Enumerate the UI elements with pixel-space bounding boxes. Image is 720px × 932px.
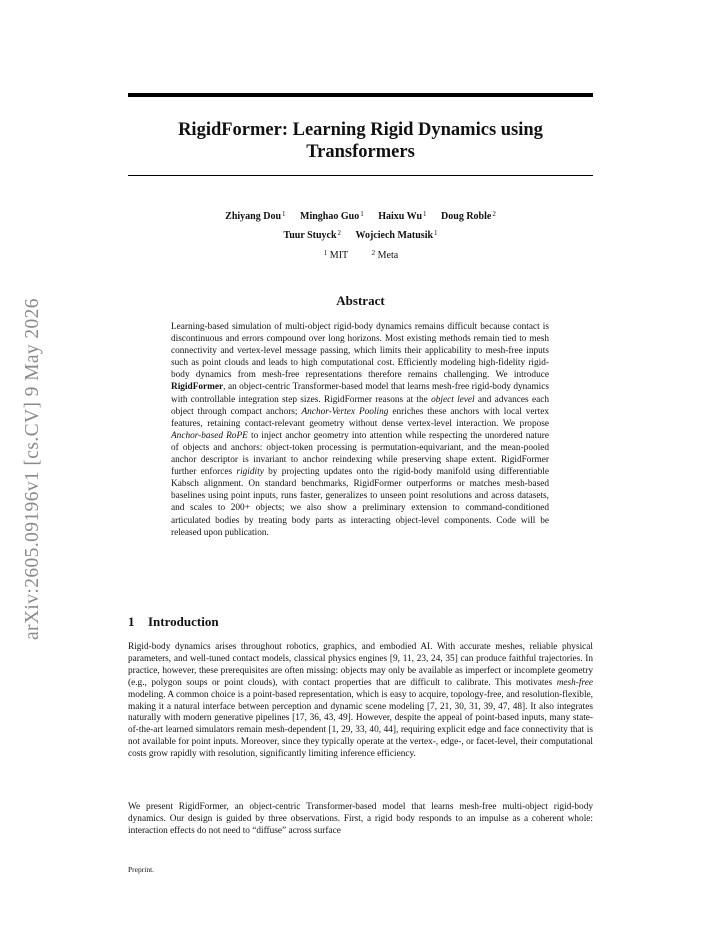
abstract-text: , an object-centric Transformer-based model that learns mesh-free rigid-body dynamics with controllable integration step sizes. RigidFormer reasons at the <box>171 382 549 405</box>
author-affiliation-mark: 1 <box>423 210 427 218</box>
author <box>356 230 438 241</box>
author <box>378 211 426 222</box>
introduction-paragraph <box>128 642 593 761</box>
affiliation-number: 1 <box>323 249 328 257</box>
title-bottom-rule <box>128 175 593 176</box>
arxiv-identifier-stamp[interactable]: arXiv:2605.09196v1 [cs.CV] 9 May 2026 <box>22 298 43 640</box>
abstract-heading: Abstract <box>336 293 385 308</box>
abstract-emphasis: rigidity <box>236 467 264 478</box>
section-number: 1 <box>128 614 135 629</box>
affiliation <box>323 250 348 261</box>
author-name: Haixu Wu <box>378 211 423 222</box>
section-title: Introduction <box>148 614 219 629</box>
author <box>300 211 364 222</box>
affiliation-name: Meta <box>377 250 399 261</box>
abstract-text: and advances each object through compact anchors; <box>171 394 549 417</box>
abstract-emphasis: Anchor-based RoPE <box>171 430 248 441</box>
author-affiliation-mark: 1 <box>434 229 438 237</box>
paragraph-emphasis: mesh-free <box>556 677 593 688</box>
paper-title: RigidFormer: Learning Rigid Dynamics using Transformers <box>178 120 543 162</box>
author <box>225 211 285 222</box>
abstract-emphasis: Anchor-Vertex Pooling <box>301 406 389 417</box>
abstract-text: Learning-based simulation of multi-object rigid-body dynamics remains difficult because contact is discontinuous and errors compound over long horizons. Most existing methods remain tied to mesh connectivity and vertex-level message passing, which limits their applicability to mesh-free inputs such as point clouds and leads to high computational cost. Efficiently modeling high-fidelity rigid-body dynamics from mesh-free representations therefore remains challenging. We introduce <box>171 322 549 381</box>
abstract-emphasis: object level <box>431 394 475 405</box>
author-name: Zhiyang Dou <box>225 211 282 222</box>
paragraph-text: Rigid-body dynamics arises throughout robotics, graphics, and embodied AI. With accurate meshes, reliable physical parameters, and well-tuned contact models, classical physics engines [9, 11, 23, 24, 35] can produce faithful trajectories. In practice, however, these prerequisites are often missing: objects may only be available as imperfect or incomplete geometry (e.g., polygon soups or point clouds), with contact properties that are difficult to calibrate. This motivates <box>128 642 593 688</box>
affiliation-name: MIT <box>329 250 349 261</box>
author-affiliation-mark: 2 <box>492 210 496 218</box>
author-list <box>128 206 593 244</box>
author <box>441 211 496 222</box>
author-name: Tuur Stuyck <box>283 230 337 241</box>
author-affiliation-mark: 1 <box>282 210 286 218</box>
abstract-text: enriches these anchors with local vertex features, retaining contact-relevant geometry without dense vertex-level interaction. We propose <box>171 406 549 429</box>
affiliation-list <box>128 246 593 263</box>
introduction-paragraph: We present RigidFormer, an object-centric Transformer-based model that learns mesh-free multi-object rigid-body dynamics. Our design is guided by three observations. First, a rigid body responds to an impulse as a coherent whole: interaction effects do not need to “diffuse” across surface <box>128 802 593 836</box>
abstract-method-name: RigidFormer <box>171 382 224 393</box>
author <box>283 230 341 241</box>
preprint-footer: Preprint. <box>128 865 155 874</box>
affiliation-number: 2 <box>371 249 376 257</box>
title-top-rule <box>128 93 593 97</box>
author-name: Minghao Guo <box>300 211 360 222</box>
author-name: Doug Roble <box>441 211 492 222</box>
section-heading-introduction <box>128 614 593 630</box>
abstract-text: to inject anchor geometry into attention while respecting the unordered nature of objects and anchors: object-token processing is permutation-equivariant, and the mean-pooled anchor descriptor is invariant to anchor reindexing while preserving shape extent. RigidFormer further enforces <box>171 430 549 478</box>
author-affiliation-mark: 2 <box>337 229 342 237</box>
author-name: Wojciech Matusik <box>355 230 434 241</box>
author-affiliation-mark: 1 <box>360 210 364 218</box>
affiliation <box>371 250 399 261</box>
paragraph-text: modeling. A common choice is a point-based representation, which is easy to acquire, topology-free, and resolution-flexible, making it a natural interface between perception and dynamic scene modeling [7, 21, 30, 31, 39, 47, 48]. It also integrates naturally with modern generative pipelines [17, 36, 43, 49]. However, despite the appeal of point-based inputs, many state-of-the-art learned simulators remain mesh-dependent [1, 29, 33, 40, 44], requiring explicit edge and face connectivity that is not available for point inputs. Moreover, since they typically operate at the vertex-, edge-, or facet-level, their computational costs grow rapidly with resolution, significantly limiting inference efficiency. <box>128 689 593 760</box>
abstract-text: by projecting updates onto the rigid-body manifold using differentiable Kabsch alignment. On standard benchmarks, RigidFormer outperforms or matches mesh-based baselines using point inputs, runs faster, generalizes to unseen point resolutions and across datasets, and scales to 200+ objects; we also show a preliminary extension to command-conditioned articulated bodies by treating body parts as interacting object-level components. Code will be released upon publication. <box>171 467 549 538</box>
abstract-body <box>171 321 549 539</box>
